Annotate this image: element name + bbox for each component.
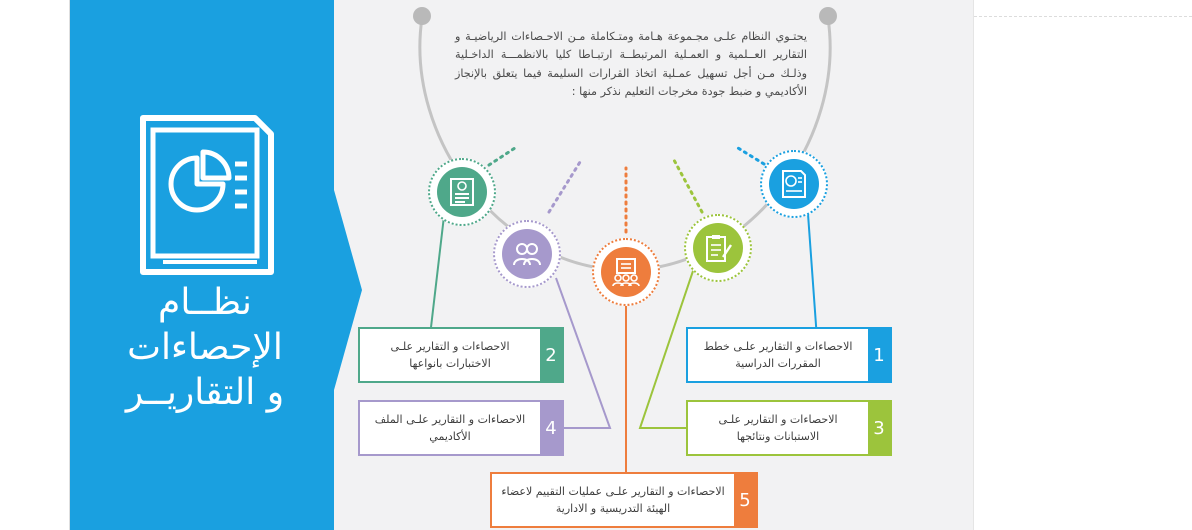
panel-title-line-2: الإحصاءات bbox=[127, 327, 283, 368]
page-right-margin bbox=[974, 0, 1192, 530]
item-text-2: الاحصاءات و التقارير علـى الاختبارات بانواعها bbox=[390, 340, 510, 370]
item-box-1 bbox=[686, 327, 892, 383]
item-box-4 bbox=[358, 400, 564, 456]
report-list-icon bbox=[448, 177, 476, 207]
item-number-3: 3 bbox=[868, 402, 890, 454]
item-number-5: 5 bbox=[734, 474, 756, 526]
item-text-4: الاحصاءات و التقارير علـى الملف الأكاديمي bbox=[374, 413, 526, 443]
page-left-margin bbox=[0, 0, 70, 530]
right-dashed-rule bbox=[974, 16, 1192, 18]
panel-title-line-3: و التقاريــر bbox=[125, 372, 285, 413]
item-text-5: الاحصاءات و التقارير علـى عمليات التقييم لاعضاء الهيئة التدريسية و الادارية bbox=[501, 485, 725, 515]
item-number-2: 2 bbox=[540, 329, 562, 381]
item-box-5 bbox=[490, 472, 758, 528]
node-exams bbox=[428, 158, 496, 226]
item-box-2 bbox=[358, 327, 564, 383]
item-text-3: الاحصاءات و التقارير علـى الاستبانات ونتائجها bbox=[718, 413, 838, 443]
survey-clipboard-icon bbox=[703, 233, 733, 263]
node-evaluation bbox=[592, 238, 660, 306]
item-text-1: الاحصاءات و التقارير علـى خطط المقررات الدراسية bbox=[703, 340, 853, 370]
node-course-plans bbox=[760, 150, 828, 218]
node-academic-file bbox=[493, 220, 561, 288]
report-document-icon bbox=[780, 169, 808, 199]
node-surveys bbox=[684, 214, 752, 282]
staff-evaluation-icon bbox=[611, 257, 641, 287]
intro-paragraph: يحتـوي النظام علـى مجـموعة هـامة ومتـكاملة مـن الاحـصاءات الرياضيـة و التقارير العــلمية و العمـلية المرتبطــة ارتبـاطا كليا بالانظمـــة الداخـلية وذلـك مـن أجل تسهيل عمـلية اتخاذ القرارات السليمة فيما يتعلق بالإنجاز الأكاديمي و ضبط جودة مخرجات التعليم نذكر منها : bbox=[455, 30, 807, 98]
panel-title-line-1: نظــام bbox=[158, 282, 252, 323]
panel-title bbox=[90, 280, 320, 415]
item-number-1: 1 bbox=[868, 329, 890, 381]
users-profile-icon bbox=[512, 241, 542, 267]
item-number-4: 4 bbox=[540, 402, 562, 454]
report-chart-icon bbox=[137, 112, 277, 278]
item-box-3 bbox=[686, 400, 892, 456]
